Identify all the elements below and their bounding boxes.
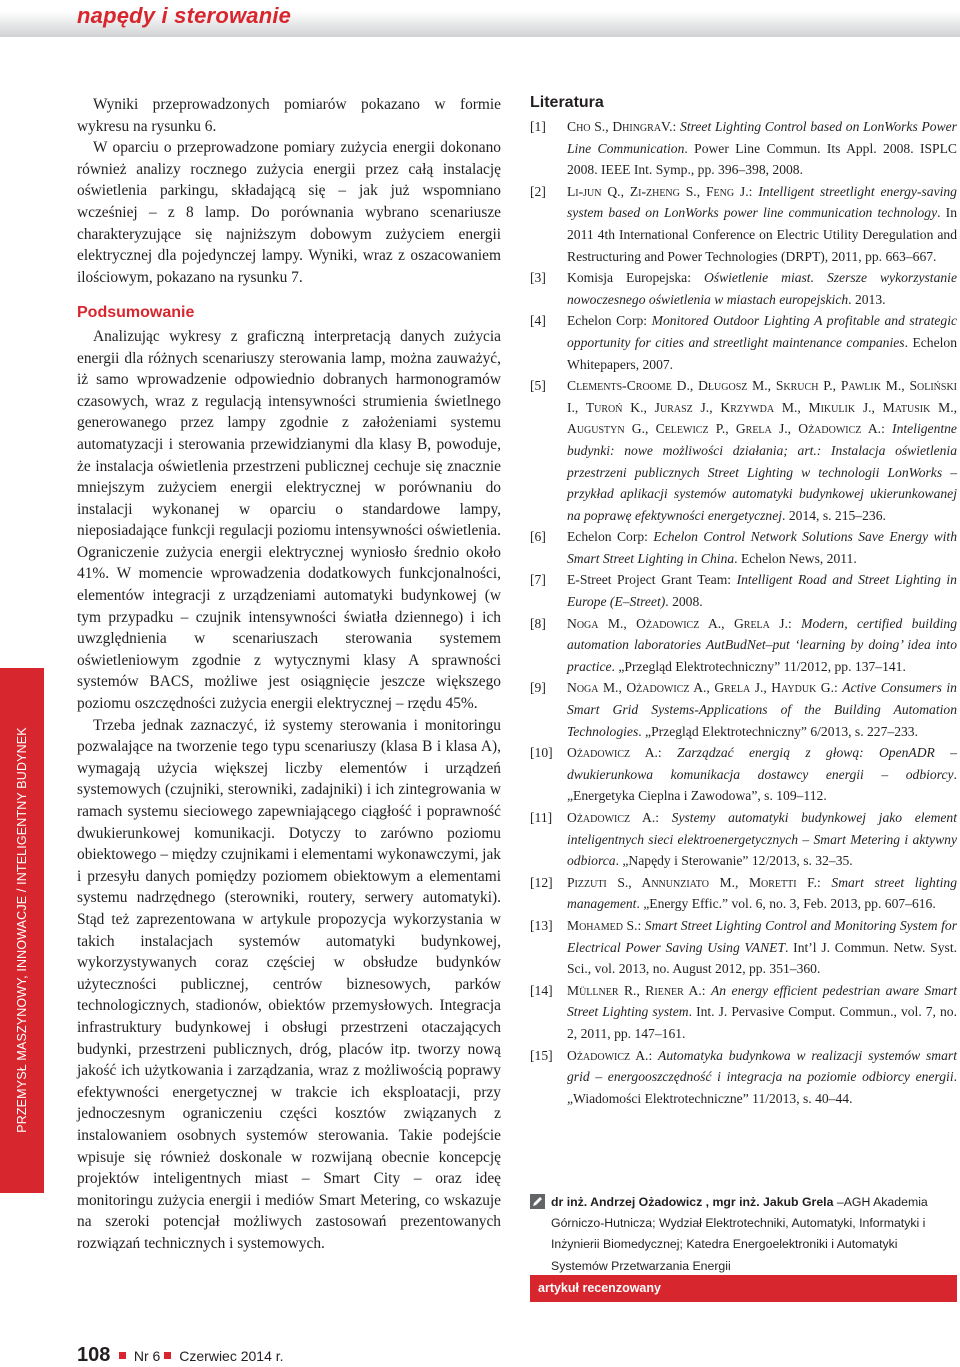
- reference-details: . Echelon Whitepapers, 2007.: [567, 334, 957, 372]
- reference-details: . „Przegląd Elektrotechniczny” 6/2013, s. 227–233.: [638, 723, 918, 739]
- reference-authors: Cho S., DhingraV.: [567, 119, 673, 134]
- reference-title: Systemy automatyki budynkowej jako element inteligentnych sieci elektroenergetycznych – Smart Metering i aktywny odbiorca: [567, 810, 957, 869]
- reference-number: [12]: [530, 874, 553, 890]
- reference-item: [530, 181, 957, 267]
- reference-separator: :: [657, 745, 678, 761]
- reference-authors: Li-jun Q., Zi-zheng S., Feng J.: [567, 183, 749, 199]
- reference-item: [530, 375, 957, 526]
- reference-authors: Ożadowicz A.: [567, 810, 656, 825]
- reference-separator: :: [881, 421, 893, 437]
- reference-number: [4]: [530, 313, 546, 329]
- reference-title: An energy efficient pedestrian aware Smart Street Lighting system: [567, 982, 958, 1020]
- paragraph: Wyniki przeprowadzonych pomiarów pokazano w formie wykresu na rysunku 6.: [77, 96, 501, 135]
- reference-title: Inteligentne budynki: nowe możliwości działania; art.: Instalacja oświetlenia przestrzeni publicznych Street Lighting w technologii LonWorks – przykład aplikacji systemów automatyki budynkowej ukierunkowanej na poprawę efektywności energetycznej: [567, 421, 957, 523]
- reference-details: . Echelon News, 2011.: [734, 550, 857, 566]
- reference-authors: Ożadowicz A.: [567, 1047, 649, 1063]
- reference-title: Smart Street Lighting Control and Monitoring System for Electrical Power Saving Using VANET: [567, 917, 957, 955]
- reference-separator: :: [637, 917, 645, 933]
- reference-item: [530, 1045, 957, 1110]
- reference-title: Intelligent streetlight energy-saving system based on LonWorks power line communication technology: [567, 183, 957, 221]
- reference-item: [530, 116, 957, 181]
- issue-number: Nr 6: [133, 1348, 161, 1364]
- reference-item: [530, 980, 957, 1045]
- reference-details: . Power Line Commun. Its Appl. 2008. ISPLC 2008. IEEE Int. Symp., pp. 396–398, 2008.: [567, 140, 957, 178]
- author-affiliation: –AGH Akademia Górniczo-Hutnicza; Wydział Elektrotechniki, Automatyki, Informatyki i Inżynierii Biomedycznej; Katedra Energoelektroniki i Automatyki Systemów Przetwarzania Energii: [551, 1195, 928, 1273]
- reference-authors: Noga M., Ożadowicz A., Grela J.: [567, 615, 788, 631]
- reviewed-badge: [530, 1275, 957, 1302]
- section-title: napędy i sterowanie: [77, 3, 292, 28]
- reference-details: . Int’l J. Commun. Netw. Syst. Sci., vol. 2013, no. August 2012, pp. 351–360.: [567, 939, 957, 977]
- reference-separator: :: [817, 874, 832, 890]
- reference-number: [1]: [530, 119, 546, 134]
- reference-details: . „Napędy i Sterowanie” 12/2013, s. 32–35.: [615, 853, 853, 869]
- reference-authors: Ożadowicz A.: [567, 745, 658, 761]
- reference-separator: Echelon Corp:: [567, 529, 654, 545]
- reference-separator: :: [748, 183, 759, 199]
- reference-separator: Echelon Corp:: [567, 313, 652, 329]
- paragraph: Trzeba jednak zaznaczyć, iż systemy sterowania i monitoringu pozwalające na tworzenie tego typu scenariuszy (klasa B i klasa A), wymagają użycia większej liczby elementów i urządzeń systemowych (czujniki, sterowniki, zadajniki) i ich zintegrowania w ramach systemu sieciowego zapewniającego ciągłość i poprawność dwukierunkowej komunikacji. Dotyczy to zarówno poziomu obiektowego – między czujnikami i elementami wykonawczymi, jak i przesyłu danych pomiędzy poziomem obiektowym a elementami systemu nadrzędnego (sterowniki, routery, serwery automatyki). Stąd też zaprezentowana w artykule propozycja wykorzystania w takich instalacjach systemów automatyki budynkowej, wykorzystywanych coraz częściej w obsłudze budynków użyteczności publicznej, centrów biznesowych, parków technologicznych, stadionów, obiektów przemysłowych. Integracja infrastruktury budynkowej i obsługi przestrzeni otaczających budynki, przestrzeni publicznych, dróg, placów itp. tworzy nową jakość ich użytkowania i zarządzania, wraz z możliwością poprawy efektywności energetycznej w trakcie ich eksploatacji, przy jednoczesnym ograniczeniu części kosztów związanych z instalowaniem osobnych systemów sterowania. Takie podejście wpisuje się również doskonale w rozwijaną obecnie koncepcję projektów inteligentnych miast – Smart City – oraz ideę monitoringu zużycia energii i mediów Smart Metering, co wskazuje na szeroki potencjał możliwych zastosowań prezentowanych rozwiązań technicznych i systemowych.: [77, 716, 501, 1252]
- reference-number: [8]: [530, 615, 546, 631]
- reference-title: Oświetlenie miast. Szersze wykorzystanie nowoczesnego oświetlenia w miastach europejskich: [567, 270, 957, 307]
- reference-details: . 2008.: [665, 594, 703, 610]
- reference-authors: Noga M., Ożadowicz A., Grela J., Hayduk G.: [567, 680, 835, 696]
- reference-separator: Komisja Europejska:: [567, 270, 704, 286]
- reference-details: . 2014, s. 215–236.: [782, 507, 886, 523]
- references-list: [530, 116, 957, 1109]
- reference-separator: :: [787, 615, 802, 631]
- separator-square-icon: [119, 1352, 126, 1359]
- reference-number: [11]: [530, 810, 553, 825]
- reference-separator: :: [834, 680, 843, 696]
- reference-details: . Int. J. Pervasive Comput. Commun., vol. 7, no. 2, 2011, pp. 147–161.: [567, 1004, 957, 1041]
- reference-number: [10]: [530, 745, 553, 761]
- reference-title: Street Lighting Control based on LonWorks Power Line Communication: [567, 119, 957, 156]
- page-number: 108: [77, 1344, 111, 1366]
- pen-icon: [530, 1194, 545, 1209]
- article-body: [77, 94, 501, 1254]
- reference-title: Intelligent Road and Street Lighting in Europe (E–Street): [567, 572, 957, 610]
- reference-number: [13]: [530, 917, 553, 933]
- reference-number: [2]: [530, 183, 546, 199]
- reference-title: Zarządzać energią z głową: OpenADR – dwukierunkowa komunikacja dostawcy energii – odbiorcy: [567, 745, 957, 782]
- reference-title: Echelon Control Network Solutions Save Energy with Smart Street Lighting in China: [567, 529, 957, 566]
- author-names: dr inż. Andrzej Ożadowicz , mgr inż. Jakub Grela: [551, 1195, 834, 1209]
- reviewed-label: artykuł recenzowany: [538, 1281, 661, 1295]
- reference-details: . „Przegląd Elektrotechniczny” 11/2012, pp. 137–141.: [611, 658, 906, 674]
- author-info: [530, 1192, 957, 1277]
- reference-authors: Pizzuti S., Annunziato M., Moretti F.: [567, 874, 818, 890]
- page-footer: [77, 1344, 284, 1367]
- reference-details: . In 2011 4th International Conference on Electric Utility Deregulation and Restructuring and Power Technologies (DRPT), 2011, pp. 663–667.: [567, 205, 957, 264]
- separator-square-icon: [164, 1352, 171, 1359]
- reference-details: . 2013.: [848, 291, 886, 307]
- paragraph: Analizując wykresy z graficzną interpretacją danych zużycia energii dla różnych scenariuszy sterowania lamp, można zauważyć, iż samo wprowadzenie odpowiednio dobranych harmonogramów czasowych, wraz z regulacją intensywności strumienia świetlnego generowanego przez lampy zgodnie z założeniami systemu automatyzacji i sterowania przewidzianymi dla klasy B, powoduje, że instalacja oświetlenia przestrzeni publicznej cechuje się znacznie mniejszym zużyciem energii elektrycznej w porównaniu do instalacji wykonanej w oparciu o standardowe lampy, nieposiadające funkcji regulacji poziomu intensywności oświetlenia. Ograniczenie zużycia energii elektrycznej wyniosło średnio około 41%. W momencie wprowadzenia dodatkowych funkcjonalności, elementów integracji z urządzeniami automatyki budynkowej (w tym przypadku – czujnik intensywności światła dziennego) i ich uwzględnienia w scenariuszach sterowania systemem oświetleniowym zgodnie z wytycznymi klasy A sprawności systemów BACS, możliwe jest osiągnięcie jeszcze większego poziomu oszczędności zużycia energii elektrycznej – rzędu 45%.: [77, 327, 501, 713]
- reference-separator: :: [672, 119, 681, 134]
- section-heading: Podsumowanie: [77, 304, 195, 322]
- reference-authors: Mohamed S.: [567, 917, 638, 933]
- reference-item: [530, 569, 957, 612]
- reference-item: [530, 915, 957, 980]
- reference-item: [530, 310, 957, 375]
- reference-separator: :: [701, 982, 711, 998]
- reference-number: [6]: [530, 529, 546, 545]
- references-heading: Literatura: [530, 94, 604, 111]
- reference-number: [9]: [530, 680, 546, 696]
- references-section: [530, 94, 957, 1109]
- reference-item: [530, 677, 957, 742]
- paragraph: W oparciu o przeprowadzone pomiary zużycia energii dokonano również analizy rocznego zużycia energii przez całą instalację oświetlenia parkingu, składającą się – jak już wspomniano wcześniej – z 8 lamp. Do porównania wybrano scenariusze charakteryzujące się najniższym dobowym zużyciem energii elektrycznej dla pojedynczej lampy. Wyniki, wraz z oszacowaniem ilościowym, pokazano na rysunku 7.: [77, 139, 501, 286]
- reference-authors: Clements-Croome D., Długosz M., Skruch P., Pawlik M., Soliński I., Turoń K., Jurasz J., Krzywda M., Mikulik J., Matusik M., Augustyn G., Celewicz P., Grela J., Ożadowicz A.: [567, 378, 957, 437]
- reference-details: . „Energy Effic.” vol. 6, no. 3, Feb. 2013, pp. 607–616.: [636, 896, 936, 912]
- reference-item: [530, 872, 957, 915]
- reference-number: [14]: [530, 982, 553, 998]
- reference-title: Smart street lighting management: [567, 874, 957, 912]
- reference-details: . „Energetyka Cieplna i Zawodowa”, s. 109–112.: [567, 766, 957, 804]
- reference-number: [15]: [530, 1047, 553, 1063]
- reference-title: Modern, certified building automation laboratories AutBudNet–put ‘learning by doing’ idea into practice: [567, 615, 957, 674]
- issue-date: Czerwiec 2014 r.: [179, 1348, 284, 1364]
- reference-title: Monitored Outdoor Lighting A profitable and strategic opportunity for cities and streetlight maintenance companies: [567, 313, 957, 350]
- reference-separator: E-Street Project Grant Team:: [567, 572, 737, 588]
- header-bar: [0, 0, 960, 37]
- reference-authors: Müllner R., Riener A.: [567, 982, 702, 998]
- reference-title: Active Consumers in Smart Grid Systems-Applications of the Building Automation Technologies: [567, 680, 957, 739]
- reference-number: [7]: [530, 572, 546, 588]
- reference-separator: :: [648, 1047, 659, 1063]
- reference-separator: :: [655, 810, 672, 825]
- sidebar-label: PRZEMYSŁ MASZYNOWY, INNOWACJE / INTELIGENTNY BUDYNEK: [15, 727, 29, 1133]
- reference-item: [530, 613, 957, 678]
- reference-number: [3]: [530, 270, 546, 286]
- reference-item: [530, 526, 957, 569]
- reference-item: [530, 742, 957, 807]
- reference-item: [530, 267, 957, 310]
- reference-item: [530, 807, 957, 872]
- reference-title: Automatyka budynkowa w realizacji systemów smart grid – energooszczędność i integracja na poziomie odbiorcy energii: [567, 1047, 957, 1085]
- reference-number: [5]: [530, 378, 546, 394]
- reference-details: . „Wiadomości Elektrotechniczne” 11/2013, s. 40–44.: [567, 1069, 957, 1106]
